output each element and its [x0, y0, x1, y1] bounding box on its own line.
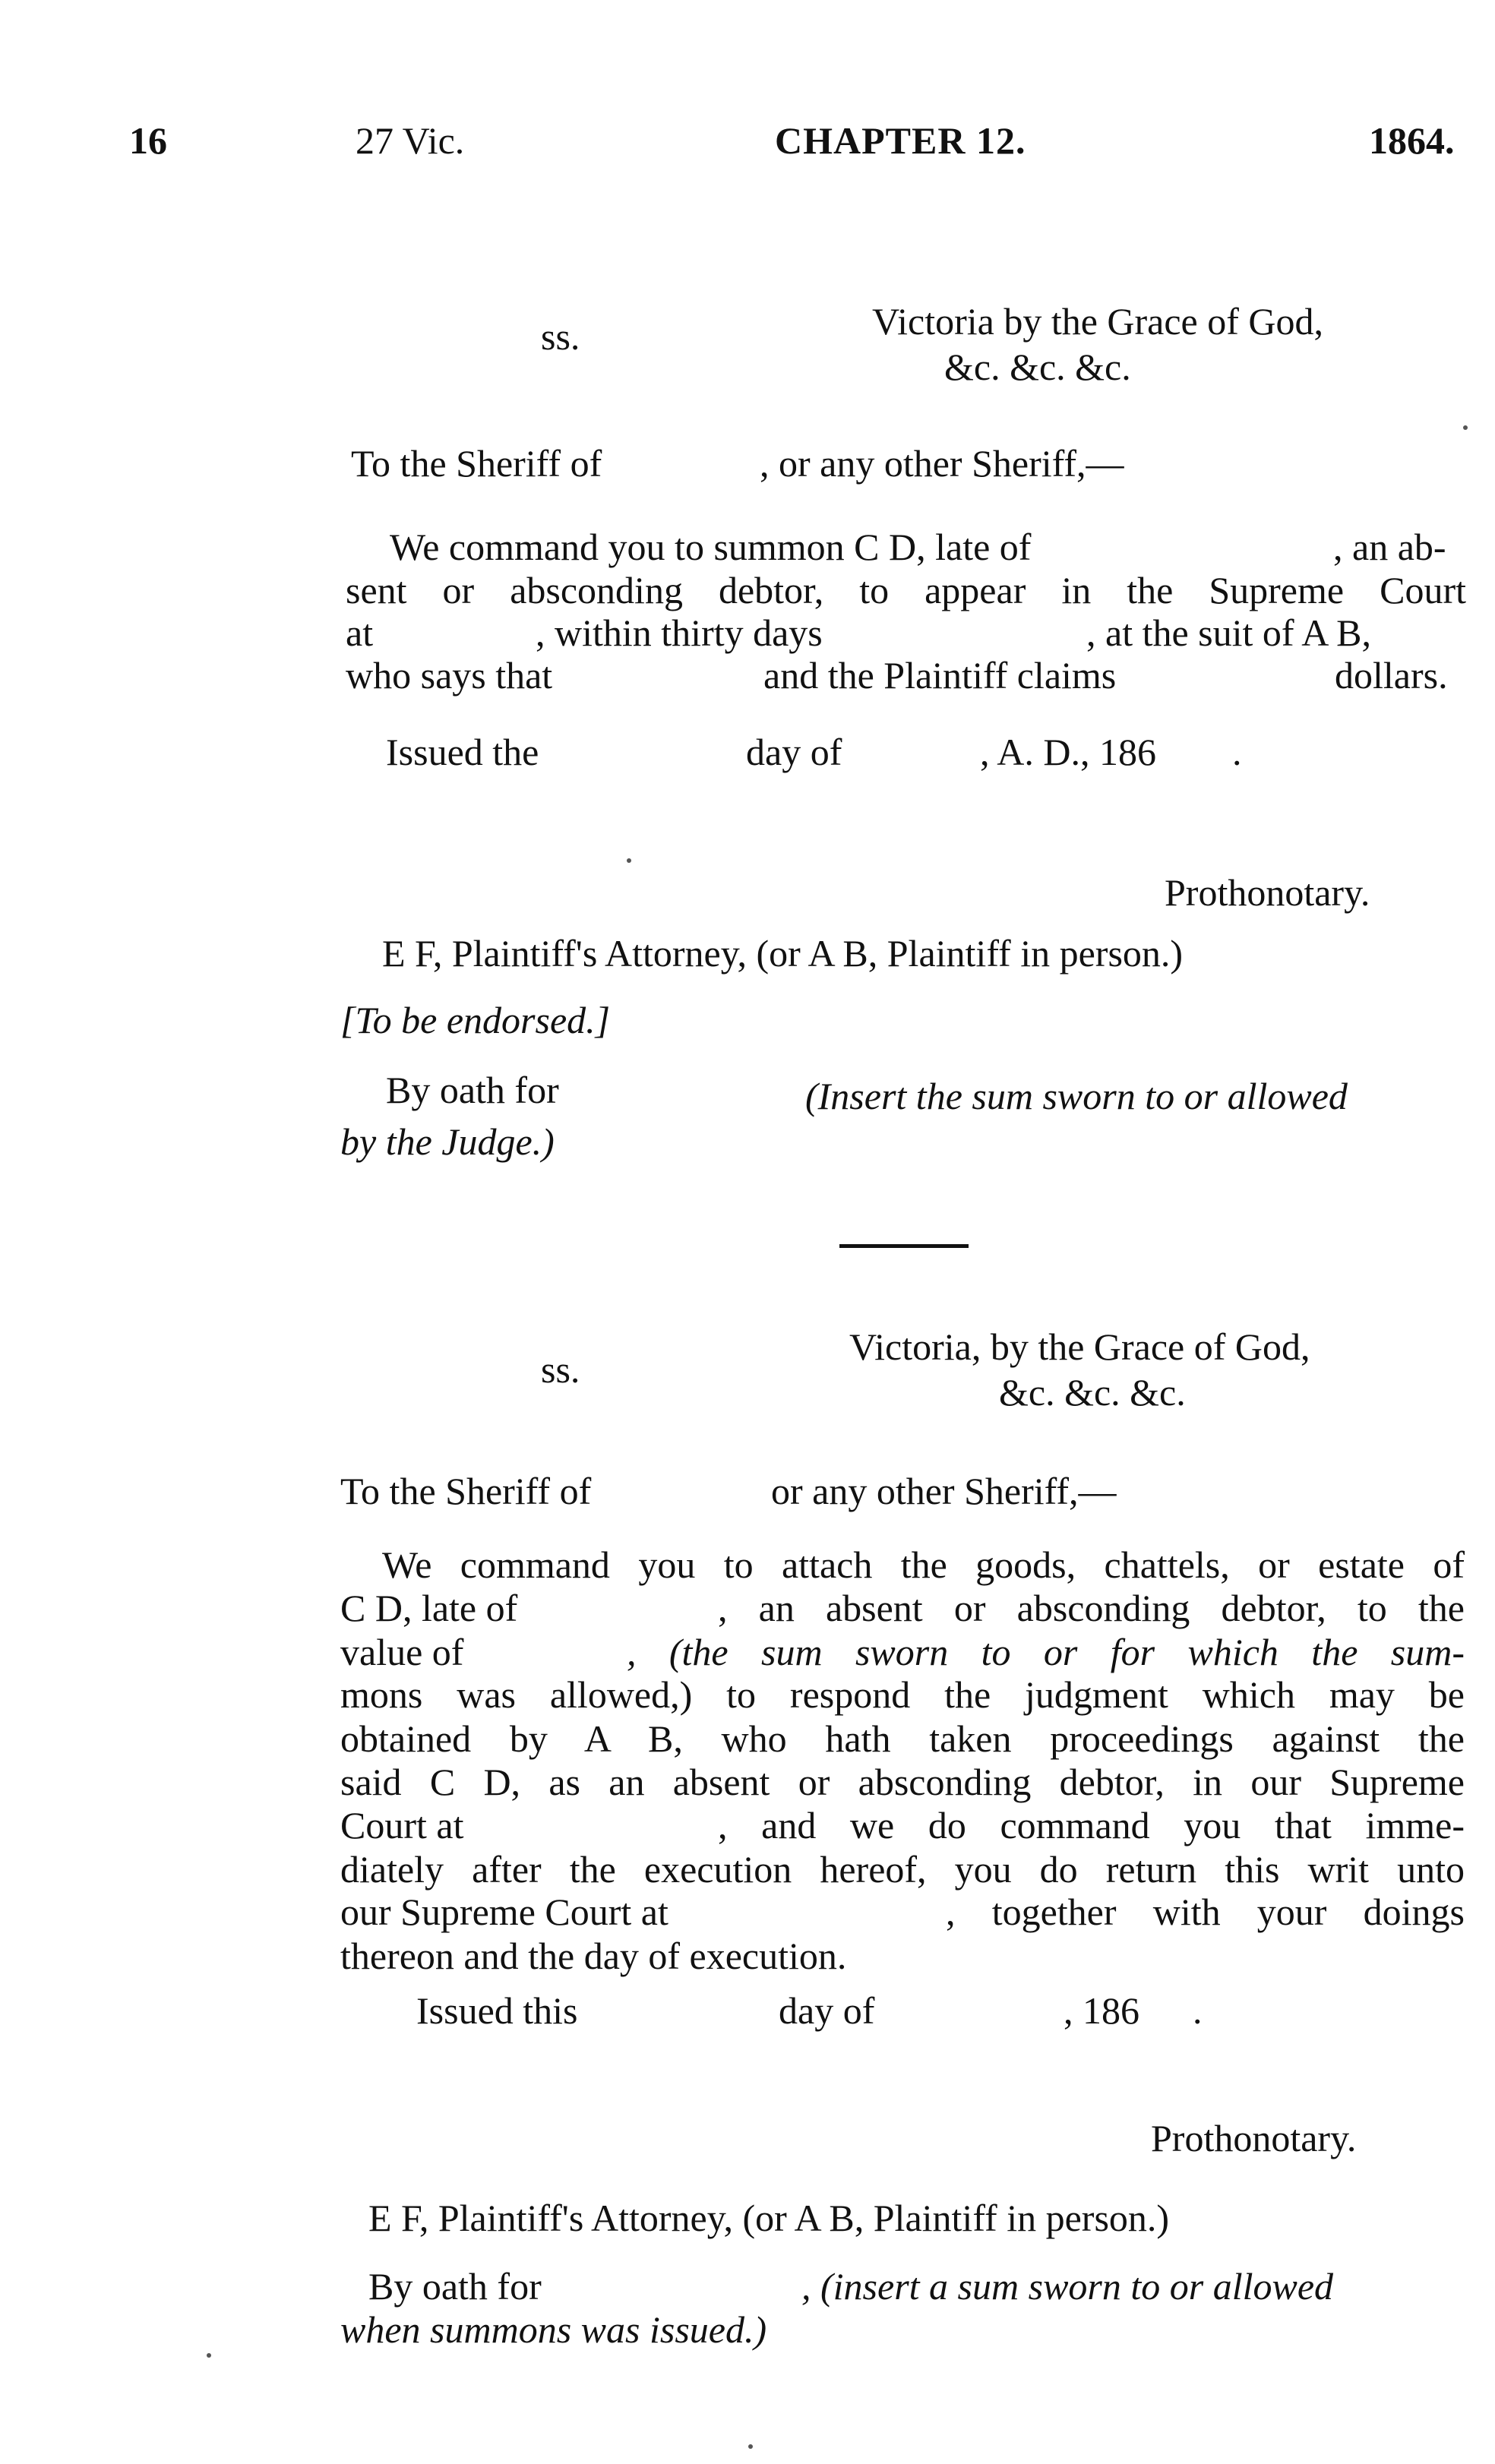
oath-note: by the Judge.)	[340, 1120, 555, 1163]
issued-date: Issued the	[386, 731, 539, 773]
issued-date: , 186	[1064, 1989, 1139, 2032]
issued-date: .	[1193, 1989, 1203, 2032]
summons-line: and the Plaintiff claims	[763, 654, 1117, 697]
summons-line: sent or absconding debtor, to appear in the Supreme Court	[346, 569, 1466, 611]
writ-line: our Supreme Court at	[340, 1891, 668, 1933]
writ-line: , (the sum sworn to or for which the sum-	[627, 1631, 1465, 1673]
writ-line: Court at	[340, 1804, 464, 1846]
oath-line: By oath for	[368, 2265, 542, 2308]
attorney-line: E F, Plaintiff's Attorney, (or A B, Plaintiff in person.)	[382, 932, 1184, 975]
issued-date: , A. D., 186	[980, 731, 1156, 773]
summons-line: , an ab-	[1333, 526, 1446, 568]
page-number: 16	[129, 119, 167, 162]
writ-line: said C D, as an absent or absconding debtor, in our Supreme	[340, 1761, 1465, 1803]
summons-line: at	[346, 611, 374, 654]
issued-date: day of	[779, 1989, 875, 2032]
signature-prothonotary: Prothonotary.	[1151, 2117, 1357, 2159]
summons-line: , at the suit of A B,	[1086, 611, 1371, 654]
royal-style-line1: Victoria, by the Grace of God,	[849, 1325, 1310, 1368]
writ-line: , together with your doings	[946, 1891, 1465, 1933]
address-other-sheriff: , or any other Sheriff,—	[760, 442, 1124, 485]
regnal-year: 27 Vic.	[356, 119, 465, 162]
signature-prothonotary: Prothonotary.	[1165, 871, 1370, 914]
oath-note: , (insert a sum sworn to or allowed	[801, 2265, 1334, 2308]
print-speck	[207, 2353, 211, 2358]
writ-line: diately after the execution hereof, you do return this writ unto	[340, 1848, 1465, 1891]
writ-line: mons was allowed,) to respond the judgment which may be	[340, 1673, 1465, 1716]
chapter-title: CHAPTER 12.	[775, 119, 1026, 162]
oath-note: when summons was issued.)	[340, 2308, 767, 2351]
royal-style-line1: Victoria by the Grace of God,	[872, 300, 1323, 343]
address-sheriff: To the Sheriff of	[351, 442, 602, 485]
issued-date: day of	[746, 731, 842, 773]
writ-line: value of	[340, 1631, 464, 1673]
writ-line: We command you to attach the goods, chattels, or estate of	[382, 1543, 1465, 1586]
endorse-note: [To be endorsed.]	[340, 999, 611, 1041]
print-speck	[748, 2444, 753, 2449]
address-sheriff: To the Sheriff of	[340, 1470, 592, 1512]
section-divider	[839, 1244, 969, 1248]
summons-line: dollars.	[1335, 654, 1448, 697]
venue-ss: ss.	[541, 315, 580, 358]
print-speck	[627, 858, 631, 863]
royal-style-line2: &c. &c. &c.	[944, 346, 1131, 388]
venue-ss: ss.	[541, 1348, 580, 1391]
summons-line: We command you to summon C D, late of	[390, 526, 1032, 568]
writ-line: C D, late of	[340, 1587, 518, 1629]
summons-line: , within thirty days	[536, 611, 823, 654]
issued-date: Issued this	[416, 1989, 578, 2032]
header-year: 1864.	[1369, 119, 1455, 162]
oath-line: By oath for	[386, 1069, 559, 1111]
address-other-sheriff: or any other Sheriff,—	[771, 1470, 1117, 1512]
summons-line: who says that	[346, 654, 553, 697]
writ-line: , an absent or absconding debtor, to the	[718, 1587, 1465, 1629]
royal-style-line2: &c. &c. &c.	[999, 1371, 1186, 1414]
writ-line: , and we do command you that imme-	[718, 1804, 1465, 1846]
attorney-line: E F, Plaintiff's Attorney, (or A B, Plaintiff in person.)	[368, 2197, 1170, 2239]
writ-line: obtained by A B, who hath taken proceedings against the	[340, 1717, 1465, 1760]
oath-note: (Insert the sum sworn to or allowed	[805, 1075, 1348, 1117]
issued-date: .	[1232, 731, 1242, 773]
print-speck	[1463, 425, 1468, 430]
writ-line: thereon and the day of execution.	[340, 1935, 847, 1977]
